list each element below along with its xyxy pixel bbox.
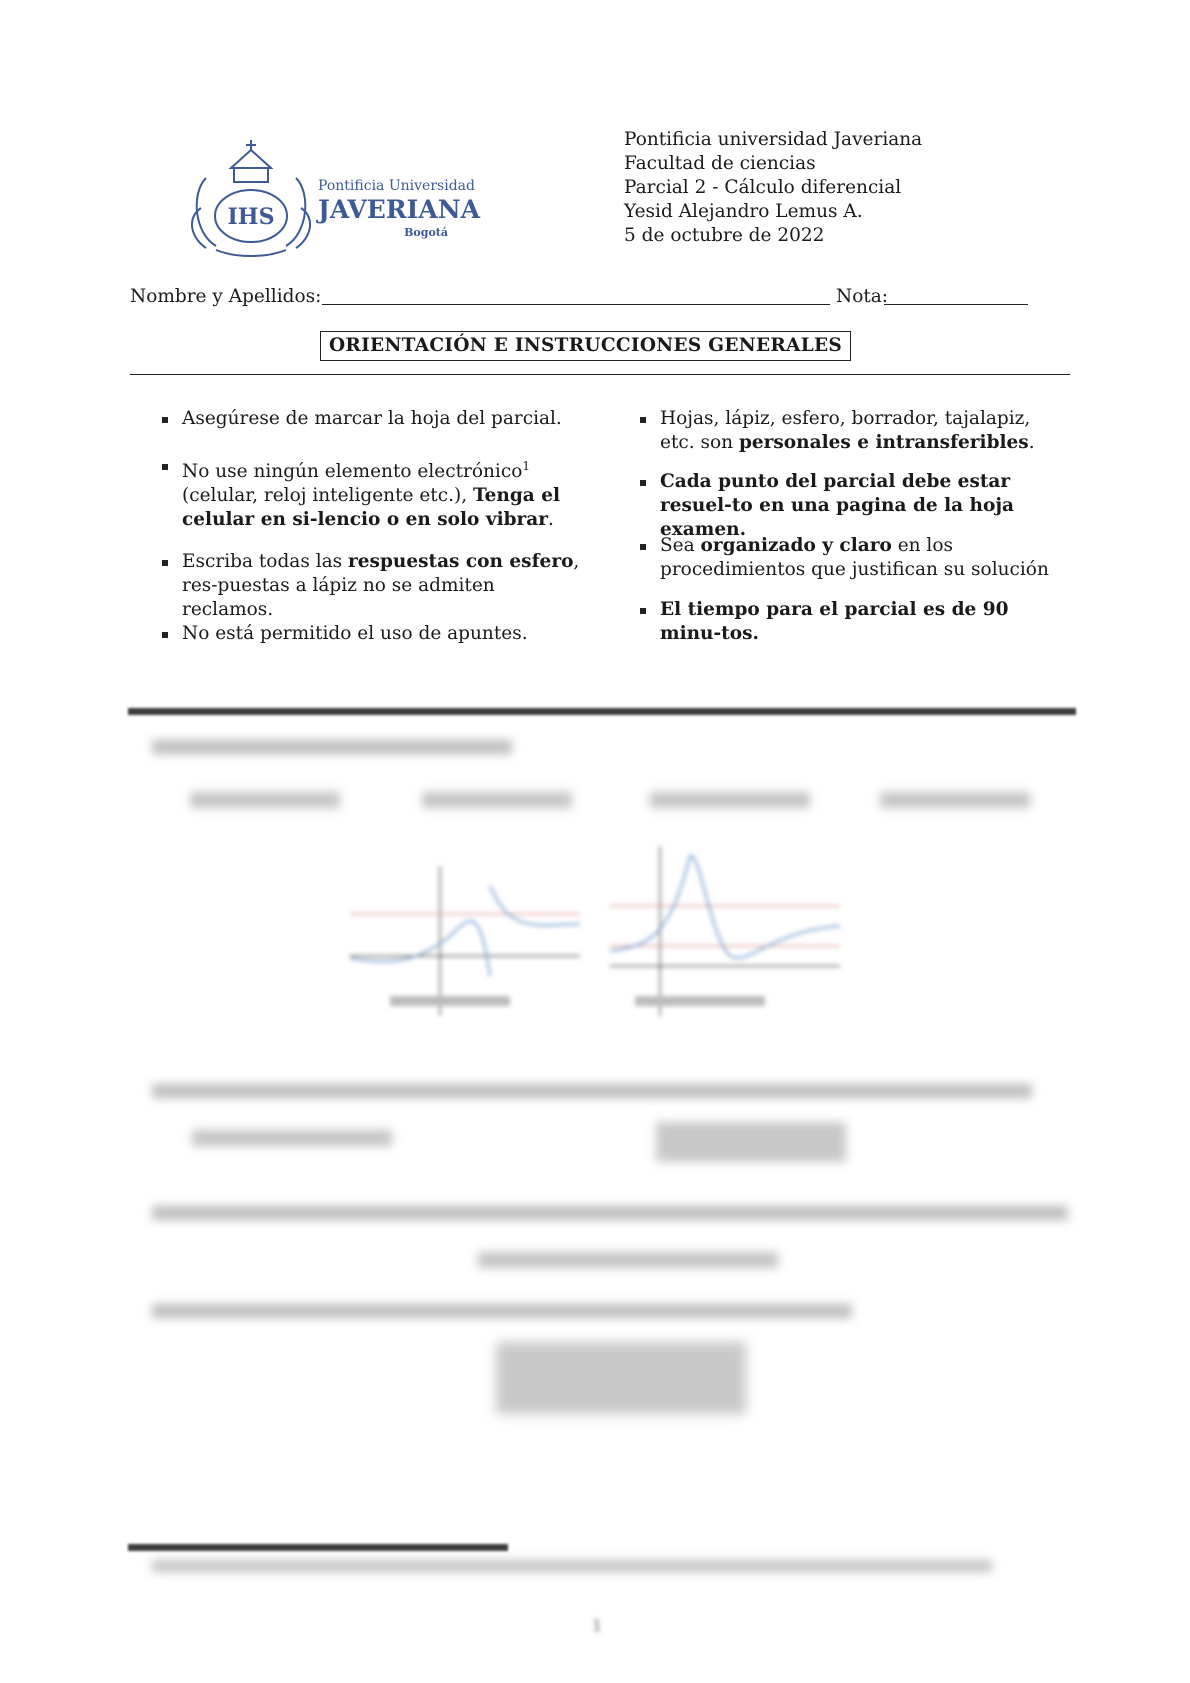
header-date: 5 de octubre de 2022 [624,225,825,246]
blurred-question-2 [152,1084,1032,1098]
instruction-left-3 [182,550,590,622]
text: (celular, reloj inteligente etc.), [182,485,473,507]
name-label: Nombre y Apellidos: [130,286,322,307]
grade-label: Nota: [836,286,889,307]
instructions-title: ORIENTACIÓN E INSTRUCCIONES GENERALES [320,331,851,361]
header-university: Pontificia universidad Javeriana [624,129,923,150]
svg-text:Bogotá: Bogotá [404,226,448,239]
grade-field[interactable] [884,304,1028,305]
header-course: Parcial 2 - Cálculo diferencial [624,177,902,198]
bold-text: respuestas con esfero [348,551,574,572]
text: . [1028,432,1035,453]
text: No use ningún elemento electrónico [182,461,523,483]
blurred-graphs [350,846,840,1016]
text: en los procedimientos que justifican su solución [660,535,1049,580]
bold-text: organizado y claro [700,535,892,556]
blurred-item-d [880,792,1030,808]
blurred-question-3 [152,1206,1068,1220]
bold-text: Cada punto del parcial debe estar resuel-to en una pagina de la hoja examen. [660,471,1015,540]
instruction-left-2 [182,454,590,532]
footnote-divider [128,1544,508,1551]
svg-text:IHS: IHS [227,204,275,230]
bold-text: Tenga el celular en si-lencio o en solo vibrar [182,485,560,531]
footnote-ref: 1 [522,459,530,473]
header-professor: Yesid Alejandro Lemus A. [624,201,863,222]
university-logo [186,138,486,258]
text: . [548,509,554,531]
text: , res-puestas a lápiz no se admiten reclamos. [182,551,580,620]
header-faculty: Facultad de ciencias [624,153,816,174]
instruction-right-1 [660,407,1070,455]
bold-text: El tiempo para el parcial es de 90 minu-tos. [660,599,1009,644]
blurred-question-1 [152,740,512,754]
text: No está permitido el uso de apuntes. [182,623,528,644]
page-number: 1 [592,1616,603,1635]
instruction-left-1 [182,407,590,431]
svg-text:Pontificia Universidad: Pontificia Universidad [318,178,475,194]
instruction-right-2 [660,470,1070,542]
blurred-question-4 [152,1304,852,1318]
instruction-right-4 [660,598,1070,646]
text: Sea [660,535,701,556]
blurred-item-2b [656,1122,846,1162]
instruction-left-4 [182,622,590,646]
blurred-footnote [152,1560,992,1572]
blurred-equation-3 [478,1252,778,1268]
svg-text:JAVERIANA: JAVERIANA [318,195,480,224]
blurred-piecewise-function [496,1342,746,1414]
name-field[interactable] [322,304,830,305]
text: Hojas, lápiz, esfero, borrador, tajalapiz, etc. son [660,408,1031,453]
text: Escriba todas las [182,551,349,572]
blurred-item-2a [192,1130,392,1146]
text: Asegúrese de marcar la hoja del parcial. [182,408,562,429]
blurred-item-c [650,792,810,808]
blurred-item-b [422,792,572,808]
blurred-item-a [190,792,340,808]
bold-text: personales e intransferibles [738,432,1029,453]
instruction-right-3 [660,534,1070,582]
section-divider [128,708,1076,715]
title-divider [130,374,1070,375]
